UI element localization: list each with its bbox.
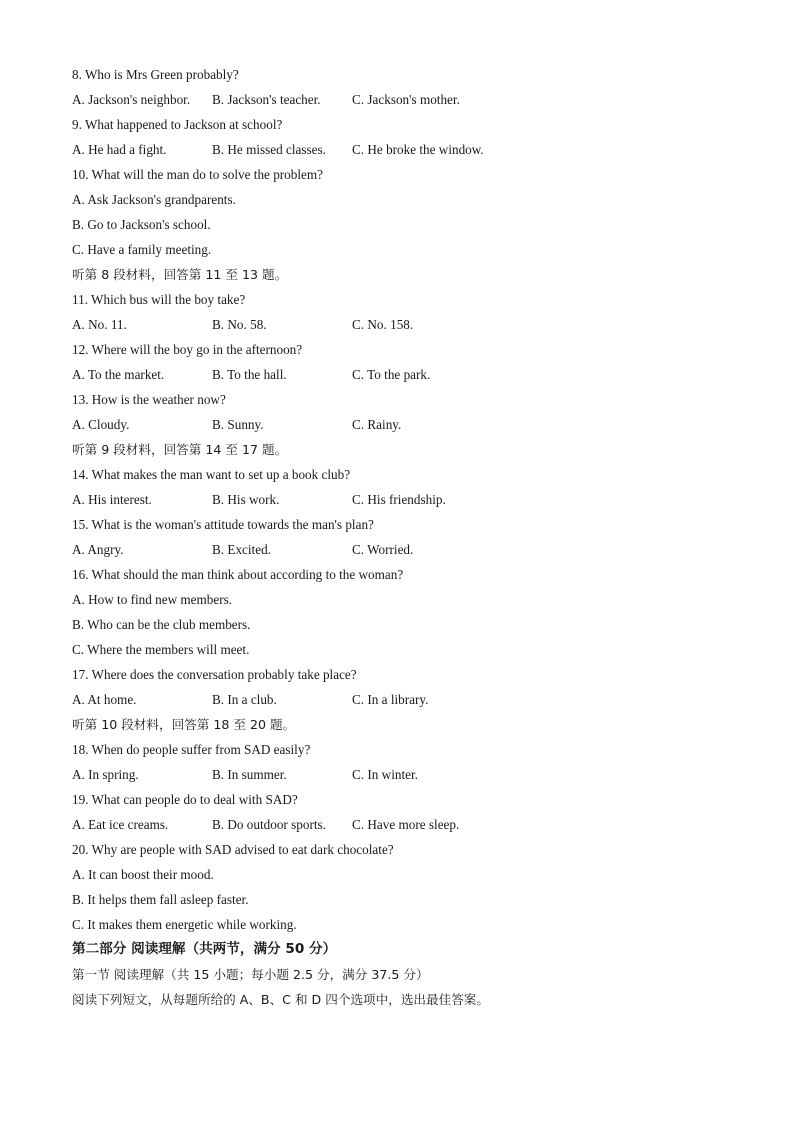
option-a: A. He had a fight. xyxy=(72,142,167,157)
part-heading: 第二部分 阅读理解（共两节，满分 50 分） xyxy=(72,941,337,957)
option-a: A. Eat ice creams. xyxy=(72,817,169,832)
options-row xyxy=(72,362,732,387)
question-text: 12. Where will the boy go in the afternoon? xyxy=(72,342,303,357)
question-text: 18. When do people suffer from SAD easily? xyxy=(72,742,311,757)
option-c: C. No. 158. xyxy=(352,317,414,332)
listening-instruction: 听第 10 段材料，回答第 18 至 20 题。 xyxy=(72,717,296,732)
option-a: A. At home. xyxy=(72,692,137,707)
option-line: A. Ask Jackson's grandparents. xyxy=(72,192,236,207)
option-line: B. Who can be the club members. xyxy=(72,617,251,632)
question-text: 8. Who is Mrs Green probably? xyxy=(72,67,239,82)
option-c: C. To the park. xyxy=(352,367,431,382)
option-c: C. Rainy. xyxy=(352,417,402,432)
options-row xyxy=(72,312,732,337)
question-text: 15. What is the woman's attitude towards the man's plan? xyxy=(72,517,374,532)
option-line: A. How to find new members. xyxy=(72,592,233,607)
option-b: B. Do outdoor sports. xyxy=(212,817,326,832)
option-line: C. Have a family meeting. xyxy=(72,242,212,257)
option-a: A. Jackson's neighbor. xyxy=(72,92,191,107)
option-c: C. Worried. xyxy=(352,542,414,557)
option-c: C. Have more sleep. xyxy=(352,817,460,832)
option-c: C. He broke the window. xyxy=(352,142,484,157)
section-instruction: 第一节 阅读理解（共 15 小题；每小题 2.5 分，满分 37.5 分） xyxy=(72,967,429,982)
option-c: C. His friendship. xyxy=(352,492,446,507)
option-b: B. Jackson's teacher. xyxy=(212,92,321,107)
option-b: B. Excited. xyxy=(212,542,271,557)
listening-instruction: 听第 8 段材料，回答第 11 至 13 题。 xyxy=(72,267,288,282)
options-row xyxy=(72,487,732,512)
option-a: A. No. 11. xyxy=(72,317,127,332)
options-row xyxy=(72,537,732,562)
option-c: C. Jackson's mother. xyxy=(352,92,460,107)
option-line: B. Go to Jackson's school. xyxy=(72,217,211,232)
question-text: 10. What will the man do to solve the problem? xyxy=(72,167,324,182)
question-text: 17. Where does the conversation probably take place? xyxy=(72,667,357,682)
listening-instruction: 听第 9 段材料，回答第 14 至 17 题。 xyxy=(72,442,288,457)
option-c: C. In a library. xyxy=(352,692,429,707)
option-line: C. Where the members will meet. xyxy=(72,642,250,657)
question-text: 20. Why are people with SAD advised to eat dark chocolate? xyxy=(72,842,394,857)
question-text: 14. What makes the man want to set up a book club? xyxy=(72,467,351,482)
options-row xyxy=(72,412,732,437)
option-b: B. He missed classes. xyxy=(212,142,326,157)
question-text: 9. What happened to Jackson at school? xyxy=(72,117,283,132)
option-b: B. His work. xyxy=(212,492,280,507)
option-b: B. In summer. xyxy=(212,767,287,782)
question-text: 11. Which bus will the boy take? xyxy=(72,292,246,307)
option-a: A. In spring. xyxy=(72,767,139,782)
exam-page xyxy=(72,62,732,1012)
options-row xyxy=(72,687,732,712)
option-line: A. It can boost their mood. xyxy=(72,867,214,882)
option-b: B. In a club. xyxy=(212,692,277,707)
question-text: 19. What can people do to deal with SAD? xyxy=(72,792,298,807)
options-row xyxy=(72,87,732,112)
section-instruction: 阅读下列短文，从每题所给的 A、B、C 和 D 四个选项中，选出最佳答案。 xyxy=(72,992,489,1007)
options-row xyxy=(72,137,732,162)
question-text: 13. How is the weather now? xyxy=(72,392,226,407)
question-text: 16. What should the man think about according to the woman? xyxy=(72,567,404,582)
option-line: C. It makes them energetic while working. xyxy=(72,917,297,932)
option-line: B. It helps them fall asleep faster. xyxy=(72,892,249,907)
option-a: A. Angry. xyxy=(72,542,124,557)
option-b: B. To the hall. xyxy=(212,367,287,382)
options-row xyxy=(72,762,732,787)
option-b: B. Sunny. xyxy=(212,417,264,432)
option-c: C. In winter. xyxy=(352,767,418,782)
option-b: B. No. 58. xyxy=(212,317,267,332)
option-a: A. His interest. xyxy=(72,492,152,507)
options-row xyxy=(72,812,732,837)
option-a: A. Cloudy. xyxy=(72,417,130,432)
option-a: A. To the market. xyxy=(72,367,165,382)
